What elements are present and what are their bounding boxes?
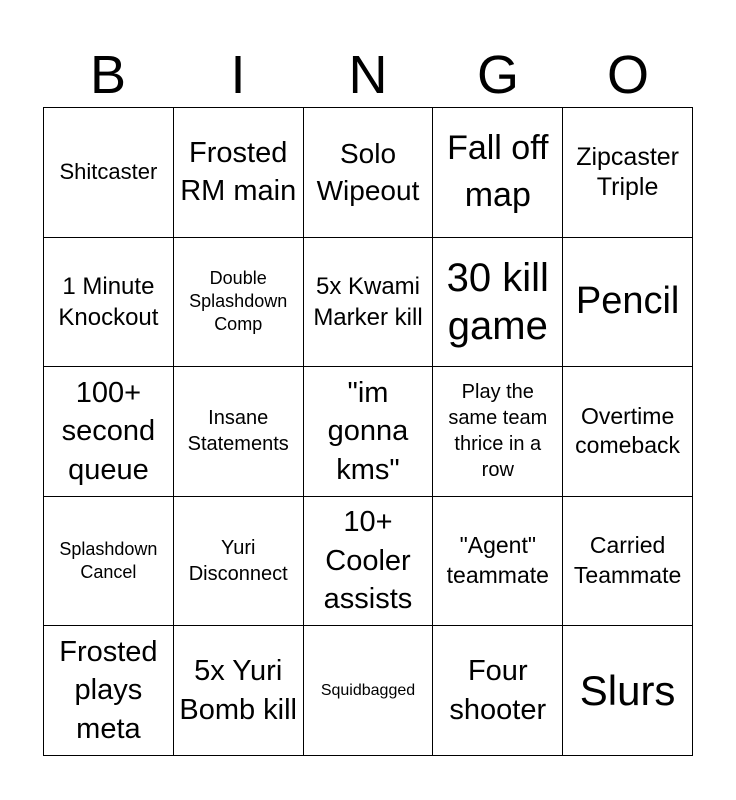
cell-text: 1 Minute Knockout [58,272,159,331]
bingo-cell[interactable] [304,108,434,238]
header-letter-n: N [348,45,388,105]
bingo-header [43,40,693,110]
cell-text: Overtime comeback [575,402,680,459]
cell-text: Splashdown Cancel [59,539,158,583]
header-letter-o: O [606,45,649,105]
header-letter-g: G [476,45,519,105]
cell-text: 5x Kwami Marker kill [313,272,423,331]
bingo-cell[interactable] [433,238,563,368]
cell-text: Carried Teammate [573,532,682,589]
bingo-cell[interactable] [304,367,434,497]
bingo-cell[interactable] [563,626,693,756]
cell-text: Pencil [575,280,680,323]
cell-text: Double Splashdown Comp [189,268,288,335]
bingo-cell[interactable] [304,497,434,627]
cell-text: 5x Yuri Bomb kill [179,655,298,726]
cell-text: Solo Wipeout [316,137,420,207]
header-letter-b: B [89,45,127,105]
header-letter-i: I [230,45,246,105]
cell-text: 100+ second queue [61,376,156,486]
bingo-cell[interactable] [433,497,563,627]
cell-text: "im gonna kms" [327,376,409,486]
bingo-cell[interactable] [174,497,304,627]
cell-text: Four shooter [449,655,547,726]
bingo-cell[interactable] [433,108,563,238]
cell-text: Play the same team thrice in a row [448,381,548,482]
bingo-cell[interactable] [44,108,174,238]
cell-text: 10+ Cooler assists [323,506,413,616]
bingo-cell[interactable] [174,108,304,238]
cell-text: 30 kill game [446,255,549,348]
cell-text: Slurs [579,666,676,714]
cell-text: Squidbagged [320,682,416,700]
bingo-cell[interactable] [563,108,693,238]
bingo-cell[interactable] [44,626,174,756]
cell-text: "Agent" teammate [446,532,549,589]
bingo-cell[interactable] [174,626,304,756]
bingo-cell[interactable] [44,367,174,497]
bingo-cell[interactable] [563,497,693,627]
bingo-cell[interactable] [44,238,174,368]
bingo-cell[interactable] [304,238,434,368]
bingo-cell[interactable] [563,238,693,368]
cell-text: Yuri Disconnect [188,537,288,586]
bingo-cell[interactable] [563,367,693,497]
cell-text: Shitcaster [59,158,158,184]
bingo-cell[interactable] [433,367,563,497]
bingo-cell[interactable] [174,367,304,497]
bingo-cell[interactable] [44,497,174,627]
cell-text: Fall off map [447,128,549,215]
bingo-board [43,107,693,756]
cell-text: Frosted plays meta [59,635,158,745]
bingo-cell[interactable] [174,238,304,368]
cell-text: Insane Statements [187,407,289,456]
cell-text: Frosted RM main [180,136,297,208]
cell-text: Zipcaster Triple [576,143,679,202]
bingo-cell[interactable] [433,626,563,756]
bingo-cell[interactable] [304,626,434,756]
